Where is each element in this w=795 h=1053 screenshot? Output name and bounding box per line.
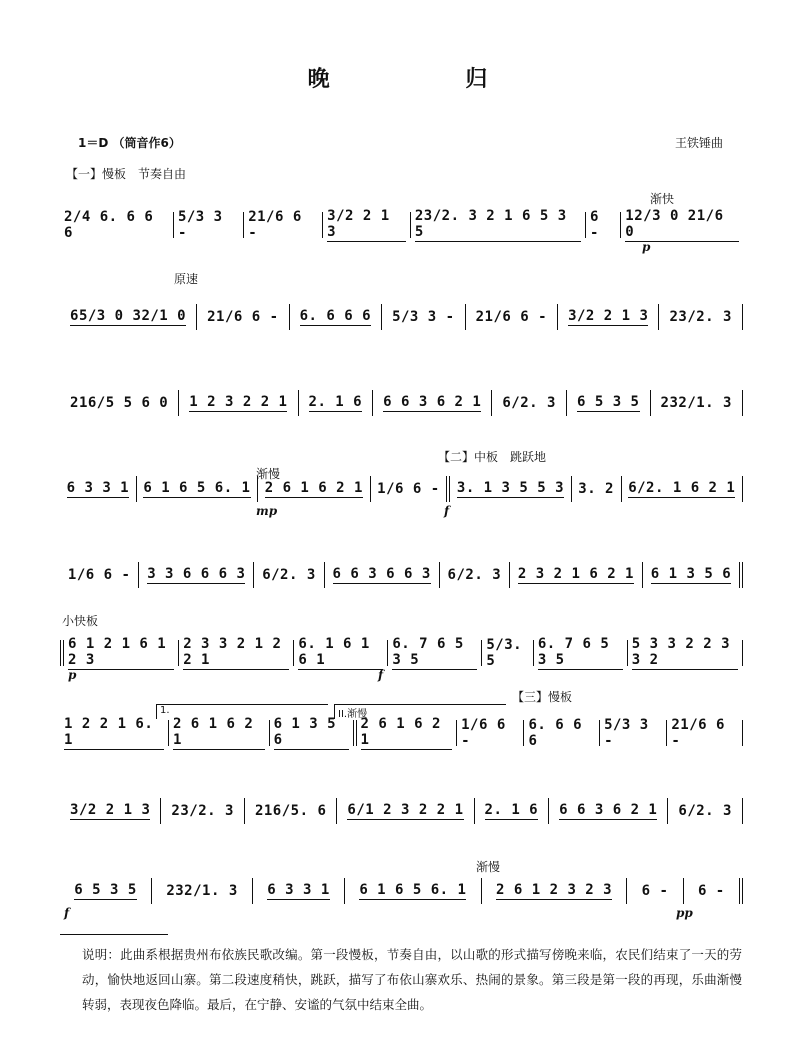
notes: 6. 7 6 5 3 5 bbox=[538, 636, 623, 670]
measure bbox=[294, 636, 388, 668]
notes: 12/3 0 21/6 0 bbox=[625, 208, 739, 242]
measure bbox=[558, 304, 659, 330]
notes: 2. 1 6 bbox=[308, 394, 363, 410]
notes: 5/3 3 - bbox=[392, 309, 455, 325]
measure bbox=[197, 304, 289, 330]
notes: 21/6 6 - bbox=[207, 309, 279, 325]
score-system-5 bbox=[60, 546, 743, 600]
measure bbox=[466, 304, 558, 330]
notes: 232/1. 3 bbox=[660, 395, 732, 411]
measure bbox=[567, 390, 651, 416]
measure bbox=[325, 562, 440, 588]
measure bbox=[179, 636, 294, 668]
measure bbox=[299, 390, 374, 416]
notes: 3. 1 3 5 5 3 bbox=[456, 480, 565, 496]
measure bbox=[524, 717, 600, 749]
measure bbox=[60, 390, 179, 416]
footnote-divider bbox=[60, 934, 168, 935]
measure bbox=[60, 476, 137, 502]
notes: 6 6 3 6 2 1 bbox=[559, 802, 658, 818]
measure bbox=[345, 878, 482, 904]
measure bbox=[290, 304, 382, 330]
measure bbox=[621, 208, 743, 240]
notes: 2 6 1 2 3 2 3 bbox=[496, 882, 613, 898]
notes: 21/6 6 - bbox=[248, 209, 302, 241]
notes: 6/1 2 3 2 2 1 bbox=[347, 802, 464, 818]
notes: 6 - bbox=[697, 883, 725, 899]
notes: 6 1 2 1 6 1 2 3 bbox=[68, 636, 174, 670]
dynamic-mark: f bbox=[444, 504, 450, 518]
measure-row bbox=[60, 302, 743, 332]
measure bbox=[628, 636, 743, 668]
tempo-jianman-3: 渐慢 bbox=[476, 860, 501, 874]
section-3-label: 【三】慢板 bbox=[512, 690, 573, 704]
notes: 6. 1 6 1 6 1 bbox=[298, 636, 383, 670]
measure-row bbox=[60, 388, 743, 418]
notes: 6/2. 3 bbox=[262, 567, 316, 583]
dynamic-mark: mp bbox=[256, 504, 278, 518]
notes: 2 6 1 6 2 1 bbox=[361, 716, 453, 750]
notes: 6 1 6 5 6. 1 bbox=[143, 480, 251, 496]
notes: 2 6 1 6 2 1 bbox=[173, 716, 265, 750]
notes: 6. 6 6 6 bbox=[299, 308, 372, 324]
measure bbox=[510, 562, 643, 588]
measure bbox=[60, 716, 169, 748]
measure bbox=[440, 562, 510, 588]
notes: 3/2 2 1 3 bbox=[327, 208, 406, 242]
measure bbox=[179, 390, 298, 416]
measure bbox=[323, 208, 411, 240]
measure bbox=[161, 798, 245, 824]
notes: 6/2. 3 bbox=[502, 395, 556, 411]
notes: 6 6 3 6 2 1 bbox=[383, 394, 482, 410]
notes: 6. 7 6 5 3 5 bbox=[392, 636, 477, 670]
measure bbox=[659, 304, 743, 330]
notes: 6 1 3 5 6 bbox=[274, 716, 349, 750]
notes: 21/6 6 - bbox=[671, 717, 725, 749]
page-title: 晚 归 bbox=[307, 67, 552, 92]
measure bbox=[258, 476, 370, 502]
score-system-8 bbox=[60, 782, 743, 836]
notes: 6 1 6 5 6. 1 bbox=[359, 882, 467, 898]
notes: 23/2. 3 bbox=[669, 309, 732, 325]
notes: 5 3 3 2 2 3 3 2 bbox=[632, 636, 738, 670]
notes: 6 5 3 5 bbox=[576, 394, 640, 410]
notes: 6 1 3 5 6 bbox=[650, 566, 732, 582]
notes: 23/2. 3 2 1 6 5 3 5 bbox=[415, 208, 581, 242]
dynamic-mark: p bbox=[68, 668, 77, 682]
measure bbox=[60, 636, 179, 668]
measure bbox=[60, 304, 197, 330]
tempo-xiaokuaiban: 小快板 bbox=[62, 614, 99, 628]
measure bbox=[270, 716, 357, 748]
measure bbox=[245, 798, 337, 824]
dynamic-mark: f bbox=[64, 906, 70, 920]
notes: 1/6 6 - bbox=[461, 717, 506, 749]
measure bbox=[457, 717, 524, 749]
measure bbox=[357, 716, 458, 748]
score-system-7 bbox=[60, 704, 743, 758]
notes: 216/5. 6 bbox=[254, 803, 327, 819]
measure bbox=[482, 878, 628, 904]
measure bbox=[139, 562, 254, 588]
measure bbox=[668, 798, 743, 824]
tempo-jiankuai: 渐快 bbox=[650, 192, 675, 206]
notes: 65/3 0 32/1 0 bbox=[70, 308, 187, 324]
measure bbox=[373, 390, 492, 416]
notes: 3. 2 bbox=[578, 481, 614, 497]
notes: 1/6 6 - bbox=[67, 567, 131, 583]
notes: 3/2 2 1 3 bbox=[70, 802, 151, 818]
measure-row bbox=[60, 638, 743, 668]
notes: 3 3 6 6 6 3 bbox=[147, 566, 246, 582]
score-system-1 bbox=[60, 196, 743, 254]
measure-row bbox=[60, 718, 743, 748]
notes: 216/5 5 6 0 bbox=[70, 395, 169, 411]
measure bbox=[174, 209, 244, 241]
score-system-2 bbox=[60, 288, 743, 342]
notes: 6/2. 3 bbox=[678, 803, 732, 819]
measure bbox=[651, 390, 743, 416]
measure bbox=[244, 209, 323, 241]
notes: 6/2. 3 bbox=[447, 567, 502, 583]
notes: 1 2 2 1 6. 1 bbox=[64, 716, 164, 750]
measure bbox=[684, 878, 743, 904]
notes: 232/1. 3 bbox=[166, 883, 238, 899]
notes: 2 3 3 2 1 2 2 1 bbox=[183, 636, 289, 670]
notes: 2. 1 6 bbox=[484, 802, 539, 818]
measure bbox=[492, 390, 567, 416]
score-system-9 bbox=[60, 862, 743, 920]
notes: 2 3 2 1 6 2 1 bbox=[517, 566, 634, 582]
notes: 1 2 3 2 2 1 bbox=[189, 394, 288, 410]
notes: 5/3 3 - bbox=[604, 717, 649, 749]
notes: 2 6 1 6 2 1 bbox=[264, 480, 363, 496]
dynamic-mark: pp bbox=[676, 906, 693, 920]
measure bbox=[627, 878, 683, 904]
measure bbox=[337, 798, 474, 824]
notes: 2/4 6. 6 6 6 bbox=[64, 209, 154, 241]
measure bbox=[667, 717, 743, 749]
measure-row bbox=[60, 210, 743, 240]
measure bbox=[152, 878, 253, 904]
measure bbox=[60, 798, 161, 824]
notes: 5/3. 5 bbox=[486, 637, 523, 669]
volta-first-ending: 1. bbox=[156, 704, 328, 719]
notes: 6 6 3 6 6 3 bbox=[332, 566, 431, 582]
measure bbox=[60, 878, 152, 904]
measure bbox=[411, 208, 586, 240]
measure bbox=[572, 476, 622, 502]
notes: 6 - bbox=[641, 883, 669, 899]
notes: 5/3 3 - bbox=[177, 209, 223, 241]
dynamic-mark: f bbox=[378, 668, 384, 682]
tempo-jianman-1: 渐慢 bbox=[256, 467, 281, 481]
section-2-label: 【二】中板 跳跃地 bbox=[438, 450, 547, 464]
notes: 6. 6 6 6 bbox=[528, 717, 583, 749]
measure bbox=[169, 716, 270, 748]
volta-second-ending: II.渐慢 bbox=[334, 704, 506, 719]
notes: 6 3 3 1 bbox=[267, 882, 330, 898]
score-system-4 bbox=[60, 460, 743, 518]
measure bbox=[600, 717, 667, 749]
measure-row bbox=[60, 560, 743, 590]
tempo-yuansu: 原速 bbox=[174, 272, 199, 286]
measure bbox=[475, 798, 550, 824]
measure bbox=[622, 476, 743, 502]
notes: 3/2 2 1 3 bbox=[568, 308, 649, 324]
measure bbox=[253, 878, 345, 904]
key-signature: 1＝D （筒音作6） bbox=[78, 136, 181, 150]
measure bbox=[586, 209, 621, 241]
notes: 1/6 6 - bbox=[377, 481, 440, 497]
measure bbox=[60, 562, 139, 588]
dynamic-mark: p bbox=[642, 240, 651, 254]
measure bbox=[450, 476, 571, 502]
score-system-6 bbox=[60, 624, 743, 682]
measure bbox=[549, 798, 668, 824]
measure bbox=[371, 476, 451, 502]
notes: 6/2. 1 6 2 1 bbox=[628, 480, 736, 496]
section-1-label: 【一】慢板 节奏自由 bbox=[66, 167, 187, 181]
measure bbox=[534, 636, 628, 668]
measure bbox=[254, 562, 324, 588]
notes: 21/6 6 - bbox=[475, 309, 548, 325]
measure-row bbox=[60, 474, 743, 504]
notes: 23/2. 3 bbox=[171, 803, 234, 819]
composer: 王铁锤曲 bbox=[674, 136, 723, 150]
notes: 6 5 3 5 bbox=[74, 882, 137, 898]
measure bbox=[382, 304, 466, 330]
measure-row bbox=[60, 796, 743, 826]
score-system-3 bbox=[60, 374, 743, 428]
measure bbox=[388, 636, 482, 668]
measure bbox=[60, 209, 174, 241]
notes: 6 - bbox=[590, 209, 599, 241]
explanation-note: 说明：此曲系根据贵州布依族民歌改编。第一段慢板，节奏自由，以山歌的形式描写傍晚来临，农民们结束了一天的劳动，愉快地返回山寨。第二段速度稍快，跳跃，描写了布依山寨欢乐、热闹的景象。第三段是第一段的再现，乐曲渐慢转弱，表现夜色降临。最后，在宁静、安谧的气氛中结束全曲。 bbox=[82, 947, 742, 1012]
measure bbox=[482, 637, 533, 669]
measure-row bbox=[60, 876, 743, 906]
measure bbox=[643, 562, 743, 588]
measure bbox=[137, 476, 258, 502]
notes: 6 3 3 1 bbox=[66, 480, 130, 496]
